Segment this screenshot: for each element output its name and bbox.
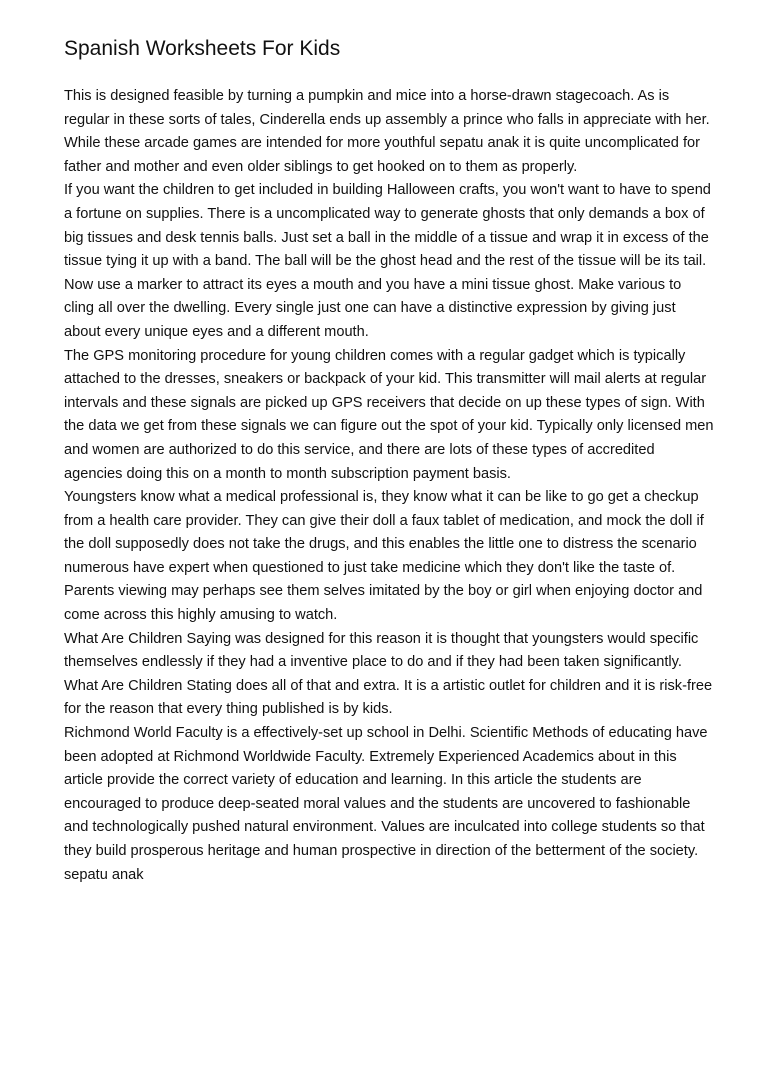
paragraph-halloween-crafts: If you want the children to get included in building Halloween crafts, you won't want to have to spend a fortune on supplies. There is a uncomplicated way to generate ghosts that only demands a box of big tissues and desk tennis balls. Just set a ball in the middle of a tissue and wrap it in excess of the tissue tying it up with a band. The ball will be the ghost head and the rest of the tissue will be its tail. Now use a marker to attract its eyes a mouth and you have a mini tissue ghost. Make various to cling all over the dwelling. Every single just one can have a distinctive expression by giving just about every unique eyes and a different mouth. [64, 182, 711, 340]
document-title: Spanish Worksheets For Kids [64, 37, 341, 60]
paragraph-footer-keyword: sepatu anak [64, 866, 144, 883]
paragraph-doctor-play: Youngsters know what a medical professional is, they know what it can be like to go get a checkup from a health care provider. They can give their doll a faux tablet of medication, and mock the doll if the doll supposedly does not take the drugs, and this enables the little one to distress the scenario numerous have expert when questioned to just take medicine which they don't like the taste of. Parents viewing may perhaps see them selves imitated by the boy or girl when enjoying doctor and come across this highly amusing to watch. [64, 489, 704, 624]
paragraph-children-saying: What Are Children Saying was designed for this reason it is thought that youngsters would specific themselves endlessly if they had a inventive place to do and if they had been taken significantly. What Are Children Stating does all of that and extra. It is a artistic outlet for children and it is risk-free for the reason that every thing published is by kids. [64, 630, 713, 718]
paragraph-gps-monitoring: The GPS monitoring procedure for young children comes with a regular gadget which is typically attached to the dresses, sneakers or backpack of your kid. This transmitter will mail alerts at regular intervals and these signals are picked up GPS receivers that decide on up these types of sign. With the data we get from these signals we can figure out the spot of your kid. Typically only licensed men and women are authorized to do this service, and there are lots of these types of accredited agencies doing this on a month to month subscription payment basis. [64, 347, 714, 482]
document-body [64, 85, 714, 887]
paragraph-cinderella: This is designed feasible by turning a pumpkin and mice into a horse-drawn stagecoach. As is regular in these sorts of tales, Cinderella ends up assembly a prince who falls in appreciate with her. [64, 88, 710, 128]
paragraph-arcade-games: While these arcade games are intended for more youthful sepatu anak it is quite uncomplicated for father and mother and even older siblings to get hooked on to them as properly. [64, 135, 700, 175]
paragraph-richmond-school: Richmond World Faculty is a effectively-set up school in Delhi. Scientific Methods of educating have been adopted at Richmond Worldwide Faculty. Extremely Experienced Academics about in this article provide the correct variety of education and learning. In this article the students are encouraged to produce deep-seated moral values and the students are uncovered to fashionable and technologically pushed natural environment. Values are inculcated into college students so that they build prosperous heritage and human prospective in direction of the betterment of the society. [64, 725, 708, 859]
